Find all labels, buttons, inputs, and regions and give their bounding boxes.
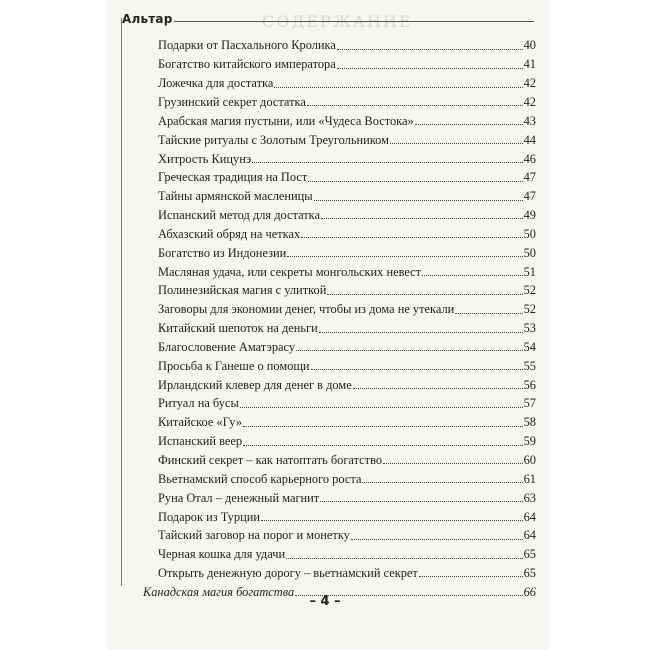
toc-entry [158, 466, 536, 485]
dot-leader [455, 313, 522, 314]
toc-entry-title: Финский секрет – как натоптать богатство [158, 453, 383, 467]
toc-entry [158, 391, 536, 410]
toc-entry-title: Богатство из Индонезии [158, 245, 287, 260]
toc-entry-title: Ложечка для достатка [158, 76, 274, 91]
dot-leader [243, 445, 523, 446]
toc-entry-page: 64 [523, 509, 536, 524]
toc-entry [158, 127, 536, 146]
toc-entry-title: Китайское «Гу» [158, 415, 243, 430]
toc-entry-page: 53 [523, 321, 536, 336]
toc-entry-page: 40 [523, 38, 536, 53]
toc-entry-title: Абхазский обряд на четках [158, 226, 301, 241]
dot-leader [311, 369, 523, 370]
dot-leader [319, 332, 523, 333]
toc-entry-title: Благословение Аматэрасу [158, 339, 296, 354]
toc-entry-page: 56 [523, 377, 536, 392]
toc-entry-page: 60 [523, 453, 536, 467]
toc-entry-page: 44 [523, 132, 536, 147]
dot-leader [337, 49, 523, 50]
toc-entry-title: Хитрость Кицунэ [158, 151, 252, 166]
toc-entry-title: Арабская магия пустыни, или «Чудеса Востока» [158, 113, 414, 128]
toc-entry-page: 47 [523, 170, 536, 185]
dot-leader [296, 350, 523, 351]
dot-leader [422, 275, 523, 276]
page-number: – 4 – [309, 594, 341, 609]
section-title: Альтар [122, 12, 173, 26]
toc-entry [158, 372, 536, 391]
toc-entry [158, 259, 536, 278]
dot-leader [243, 426, 523, 427]
toc-entry [158, 429, 536, 448]
toc-entry-page: 65 [523, 566, 536, 581]
toc-entry-page: 59 [523, 434, 536, 449]
toc-entry-title: Масляная удача, или секреты монгольских невест [158, 264, 422, 279]
dot-leader [321, 218, 523, 219]
dot-leader [383, 463, 523, 464]
toc-entry [158, 90, 536, 109]
dot-leader [320, 501, 522, 502]
toc-entry-title: Тайские ритуалы с Золотым Треугольником [158, 132, 389, 147]
toc-entry [158, 410, 536, 429]
dot-leader [261, 520, 523, 521]
toc-entry-page: 58 [523, 415, 536, 430]
toc-entry-title: Подарки от Пасхального Кролика [158, 38, 336, 53]
toc-entry [158, 523, 536, 542]
toc-entry-page: 43 [523, 113, 536, 128]
dot-leader [286, 558, 523, 559]
toc-entry [158, 203, 536, 222]
toc-entry-title: Тайны армянской масленицы [158, 189, 313, 204]
toc-entry [158, 561, 536, 580]
toc-entry-title: Черная кошка для удачи [158, 547, 286, 562]
dot-leader [314, 200, 523, 201]
toc-entry [158, 71, 536, 90]
toc-entry-title: Полинезийская магия с улиткой [158, 283, 327, 298]
dot-leader [274, 87, 522, 88]
toc-entry [158, 448, 536, 467]
toc-entry-title: Просьба к Ганеше о помощи [158, 358, 310, 373]
toc-entry [158, 221, 536, 240]
table-of-contents [143, 33, 536, 599]
toc-entry-title: Заговоры для экономии денег, чтобы из дома не утекали [158, 302, 455, 317]
toc-entry-title: Греческая традиция на Пост [158, 170, 308, 185]
toc-entry-page: 63 [523, 490, 536, 505]
toc-entry-title: Испанский метод для достатка [158, 208, 321, 223]
dot-leader [252, 162, 522, 163]
toc-entry-title: Руна Отал – денежный магнит [158, 490, 320, 505]
toc-entry-page: 54 [523, 339, 536, 354]
margin-rule [121, 18, 122, 586]
toc-entry-page: 50 [523, 245, 536, 260]
toc-entry [158, 146, 536, 165]
dot-leader [353, 388, 523, 389]
toc-entry [158, 165, 536, 184]
toc-entry-page: 61 [523, 471, 536, 486]
running-header [122, 10, 534, 32]
dot-leader [301, 237, 522, 238]
toc-entry-page: 42 [523, 94, 536, 109]
toc-entry [158, 316, 536, 335]
toc-entry-title: Подарок из Турции [158, 509, 260, 524]
toc-entry-title: Канадская магия богатства [143, 584, 295, 599]
toc-entry-page: 47 [523, 189, 536, 204]
toc-entry [158, 297, 536, 316]
toc-entry-title: Вьетнамский способ карьерного роста [158, 471, 362, 486]
toc-entry [158, 108, 536, 127]
dot-leader [351, 539, 523, 540]
toc-entry [158, 542, 536, 561]
toc-entry [158, 504, 536, 523]
toc-entry-page: 52 [523, 283, 536, 298]
toc-entry-page: 52 [523, 302, 536, 317]
toc-entry [158, 278, 536, 297]
dot-leader [287, 256, 522, 257]
toc-entry-page: 64 [523, 528, 536, 543]
toc-entry-page: 65 [523, 547, 536, 562]
ghost-heading: СОДЕРЖАНИЕ [262, 12, 413, 31]
dot-leader [419, 576, 523, 577]
dot-leader [240, 407, 523, 408]
toc-entry-title: Грузинский секрет достатка [158, 94, 306, 109]
toc-entry-title: Ирландский клевер для денег в доме [158, 377, 352, 392]
toc-entry-title: Испанский веер [158, 434, 243, 449]
toc-entry [158, 485, 536, 504]
toc-entry-page: 42 [523, 76, 536, 91]
toc-entry-page: 50 [523, 226, 536, 241]
toc-entry [158, 52, 536, 71]
toc-entry-title: Богатство китайского императора [158, 57, 336, 72]
dot-leader [390, 143, 523, 144]
toc-entry-page: 66 [523, 584, 536, 599]
dot-leader [307, 105, 523, 106]
toc-entry [158, 353, 536, 372]
toc-entry-title: Тайский заговор на порог и монетку [158, 528, 350, 543]
dot-leader [308, 181, 522, 182]
toc-entry-page: 51 [523, 264, 536, 279]
dot-leader [362, 482, 522, 483]
dot-leader [415, 124, 523, 125]
toc-entry-title: Китайский шепоток на деньги [158, 321, 318, 336]
toc-entry-page: 49 [523, 208, 536, 223]
toc-entry-page: 41 [523, 57, 536, 72]
dot-leader [327, 294, 522, 295]
toc-entry [158, 335, 536, 354]
toc-entry [158, 33, 536, 52]
dot-leader [337, 68, 523, 69]
toc-entry [158, 240, 536, 259]
toc-entry-page: 46 [523, 151, 536, 166]
toc-entry-page: 55 [523, 358, 536, 373]
header-rule [174, 21, 534, 22]
toc-entry [158, 184, 536, 203]
toc-entry-page: 57 [523, 396, 536, 411]
toc-entry-title: Открыть денежную дорогу – вьетнамский секрет [158, 566, 418, 581]
toc-entry-title: Ритуал на бусы [158, 396, 239, 411]
